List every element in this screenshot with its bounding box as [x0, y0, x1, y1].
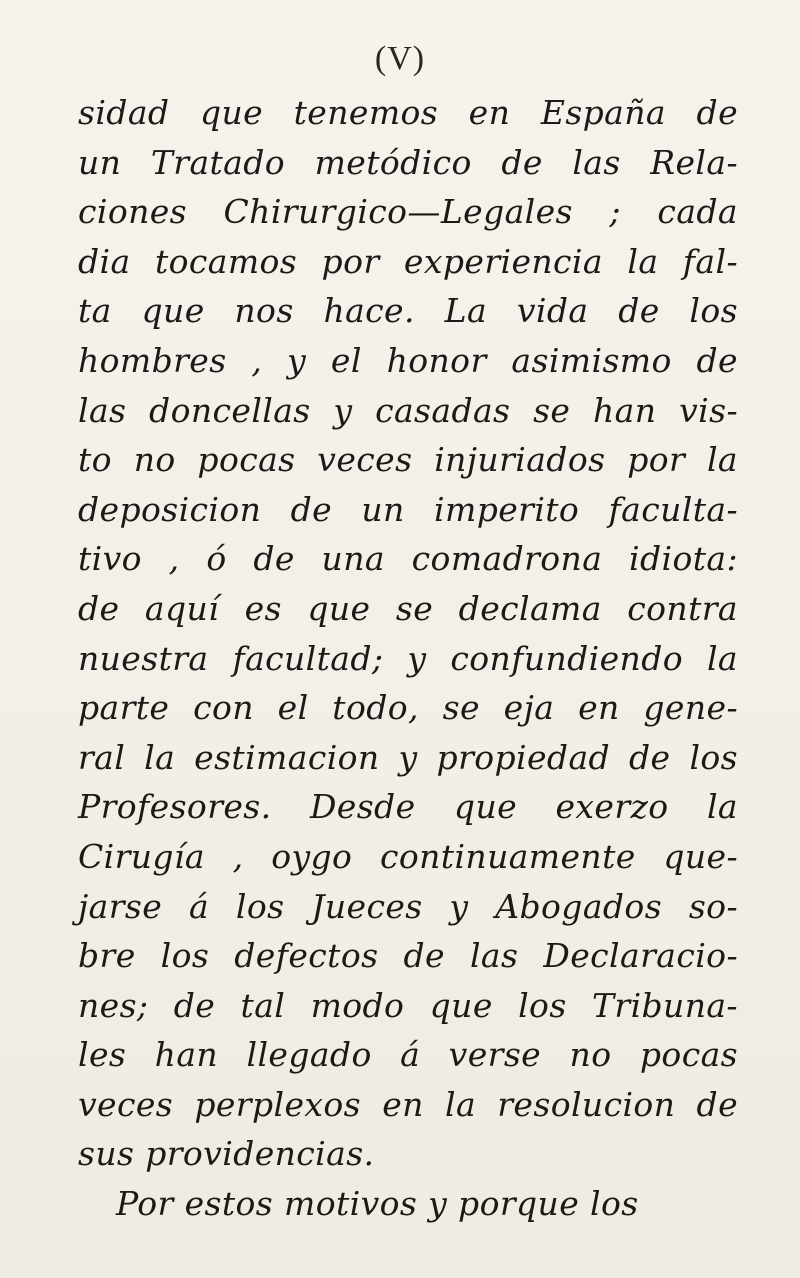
- text-line: dia tocamos por experiencia la fal-: [78, 241, 738, 281]
- page-number: (V): [374, 40, 426, 77]
- body-text: [78, 88, 738, 1229]
- text-line: nes; de tal modo que los Tribuna-: [78, 985, 738, 1025]
- text-line: ral la estimacion y propiedad de los: [78, 737, 738, 777]
- text-line: parte con el todo, se eja en gene-: [78, 688, 738, 728]
- text-line: to no pocas veces injuriados por la: [78, 440, 738, 480]
- text-line: de aquí es que se declama contra: [78, 588, 738, 628]
- text-line: ciones Chirurgico—Legales ; cada: [78, 192, 738, 232]
- text-line: bre los defectos de las Declaracio-: [78, 936, 738, 976]
- text-line: sus providencias.: [78, 1134, 375, 1174]
- text-line: un Tratado metódico de las Rela-: [78, 142, 738, 182]
- text-line: deposicion de un imperito faculta-: [78, 489, 738, 529]
- text-line: les han llegado á verse no pocas: [78, 1035, 738, 1075]
- text-line: las doncellas y casadas se han vis-: [78, 390, 738, 430]
- text-line: nuestra facultad; y confundiendo la: [78, 638, 738, 678]
- text-line: Profesores. Desde que exerzo la: [78, 787, 738, 827]
- text-line: Cirugía , oygo continuamente que-: [78, 836, 738, 876]
- text-line: sidad que tenemos en España de: [78, 93, 738, 132]
- text-line: hombres , y el honor asimismo de: [78, 340, 738, 380]
- paragraph-start-line: Por estos motivos y porque los: [116, 1184, 639, 1224]
- text-line: veces perplexos en la resolucion de: [78, 1084, 738, 1124]
- text-line: ta que nos hace. La vida de los: [78, 291, 738, 331]
- text-line: tivo , ó de una comadrona idiota:: [78, 539, 738, 579]
- text-line: jarse á los Jueces y Abogados so-: [78, 886, 738, 926]
